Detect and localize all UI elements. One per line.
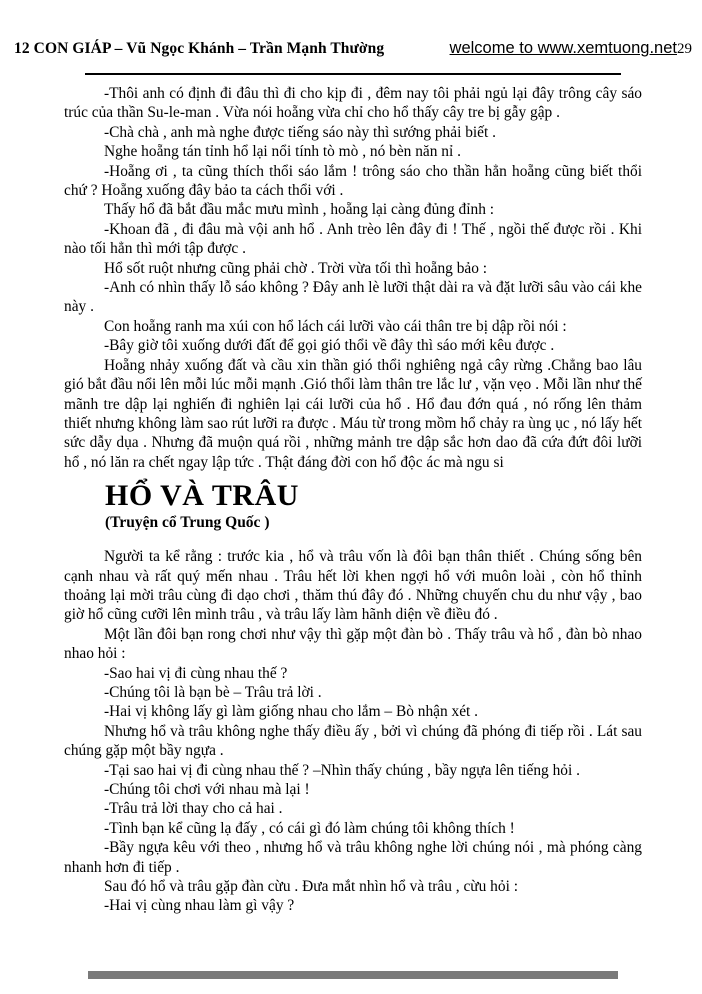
paragraph: Hoẵng nhảy xuống đất và cầu xin thần gió thổi nghiêng ngả cây rừng .Chẳng bao lâu gió bắt đầu nổi lên mỗi lúc mỗi mạnh .Gió thổi làm thân tre lắc lư , vặn vẹo . Mỗi lần như thế mãnh tre dập lại nghiến đi nghiên lại cái lưỡi của hổ . Hổ đau đớn quá , nó rống lên thảm thiết nhưng không làm sao rút lưỡi ra được . Máu từ trong mồm hổ chảy ra ùng ục , nó lấy hết sức dẫy dụa . Nhưng đã muộn quá rồi , những mảnh tre dập sắc hơn dao đã cứa đứt đôi lưỡi hổ , nó lăn ra chết ngay lập tức . Thật đáng đời con hổ độc ác mà ngu si — [64, 356, 642, 471]
page-number: 29 — [677, 41, 692, 57]
paragraph: -Chà chà , anh mà nghe được tiếng sáo này thì sướng phải biết . — [104, 123, 496, 141]
paragraph: -Trâu trả lời thay cho cả hai . — [104, 800, 283, 818]
paragraph: Thấy hổ đã bắt đầu mắc mưu mình , hoẵng lại càng đủng đỉnh : — [104, 201, 495, 219]
paragraph: -Tình bạn kể cũng lạ đấy , có cái gì đó làm chúng tôi không thích ! — [104, 819, 515, 837]
site-link[interactable]: welcome to www.xemtuong.net — [449, 39, 677, 57]
paragraph: -Hai vị cùng nhau làm gì vậy ? — [104, 897, 295, 915]
footer-scrollbar[interactable] — [88, 971, 618, 979]
paragraph: Hổ sốt ruột nhưng cũng phải chờ . Trời vừa tối thì hoẵng bảo : — [104, 259, 488, 277]
paragraph: -Hai vị không lấy gì làm giống nhau cho lắm – Bò nhận xét . — [104, 703, 479, 721]
paragraph: -Chúng tôi là bạn bè – Trâu trả lời . — [104, 683, 322, 701]
paragraph: -Anh có nhìn thấy lỗ sáo không ? Đây anh lè lưỡi thật dài ra và đặt lưỡi sâu vào cái khe này . — [64, 279, 642, 316]
paragraph: -Chúng tôi chơi với nhau mà lại ! — [104, 781, 310, 798]
header-rule — [85, 73, 621, 75]
story-subtitle: (Truyện cổ Trung Quốc ) — [105, 514, 270, 532]
paragraph: -Khoan đã , đi đâu mà vội anh hổ . Anh trèo lên đây đi ! Thế , ngồi thế được rồi . Khi nào tối hẳn thì mới tập được . — [64, 220, 642, 258]
book-title: 12 CON GIÁP – Vũ Ngọc Khánh – Trần Mạnh Thường — [14, 40, 385, 57]
story-heading — [105, 479, 642, 533]
paragraph: -Bây giờ tôi xuống dưới đất để gọi gió thổi về đây thì sáo mới kêu được . — [104, 337, 555, 355]
paragraph: -Tại sao hai vị đi cùng nhau thế ? –Nhìn thấy chúng , bầy ngựa lên tiếng hỏi . — [104, 761, 580, 779]
paragraph: Người ta kể rằng : trước kia , hổ và trâu vốn là đôi bạn thân thiết . Chúng sống bên cạnh nhau và rất quý mến nhau . Trâu hết lời khen ngợi hổ với muôn loài , còn hổ thỉnh thoảng lại mời trâu cùng đi dạo chơi , thăm thú đây đó . Những chuyến chu du như vậy , bao giờ hổ cũng cưỡi lên mình trâu , và trâu lấy làm hãnh diện về điều đó . — [64, 548, 642, 624]
paragraph: Một lần đôi bạn rong chơi như vậy thì gặp một đàn bò . Thấy trâu và hổ , đàn bò nhao nhao hỏi : — [64, 625, 642, 663]
page-header — [14, 39, 692, 58]
story-title: HỔ VÀ TRÂU — [105, 479, 299, 513]
header-right — [450, 39, 692, 58]
paragraph: Sau đó hổ và trâu gặp đàn cừu . Đưa mắt nhìn hổ và trâu , cừu hỏi : — [104, 878, 518, 896]
paragraph: Nghe hoẵng tán tỉnh hổ lại nổi tính tò mò , nó bèn năn nỉ . — [104, 143, 461, 161]
page-body — [64, 84, 642, 916]
paragraph: -Hoẵng ơi , ta cũng thích thổi sáo lắm ! trông sáo cho thần hẳn hoẵng cũng biết thổi chứ ? Hoẵng xuống đây bảo ta cách thổi với . — [64, 162, 642, 200]
paragraph: Nhưng hổ và trâu không nghe thấy điều ấy , bởi vì chúng đã phóng đi tiếp rồi . Lát sau chúng gặp một bầy ngựa . — [64, 722, 642, 760]
paragraph: -Sao hai vị đi cùng nhau thế ? — [104, 664, 288, 682]
paragraph: Con hoẵng ranh ma xúi con hổ lách cái lưỡi vào cái thân tre bị dập rồi nói : — [104, 317, 567, 335]
paragraph: -Thôi anh có định đi đâu thì đi cho kịp đi , đêm nay tôi phải ngủ lại đây trông cây sáo trúc của thần Su-le-man . Vừa nói hoẵng vừa chỉ cho hổ thấy cây tre bị gẫy gập . — [64, 85, 642, 122]
paragraph: -Bầy ngựa kêu với theo , nhưng hổ và trâu không nghe lời chúng nói , mà phóng càng nhanh hơn đi tiếp . — [64, 839, 642, 876]
